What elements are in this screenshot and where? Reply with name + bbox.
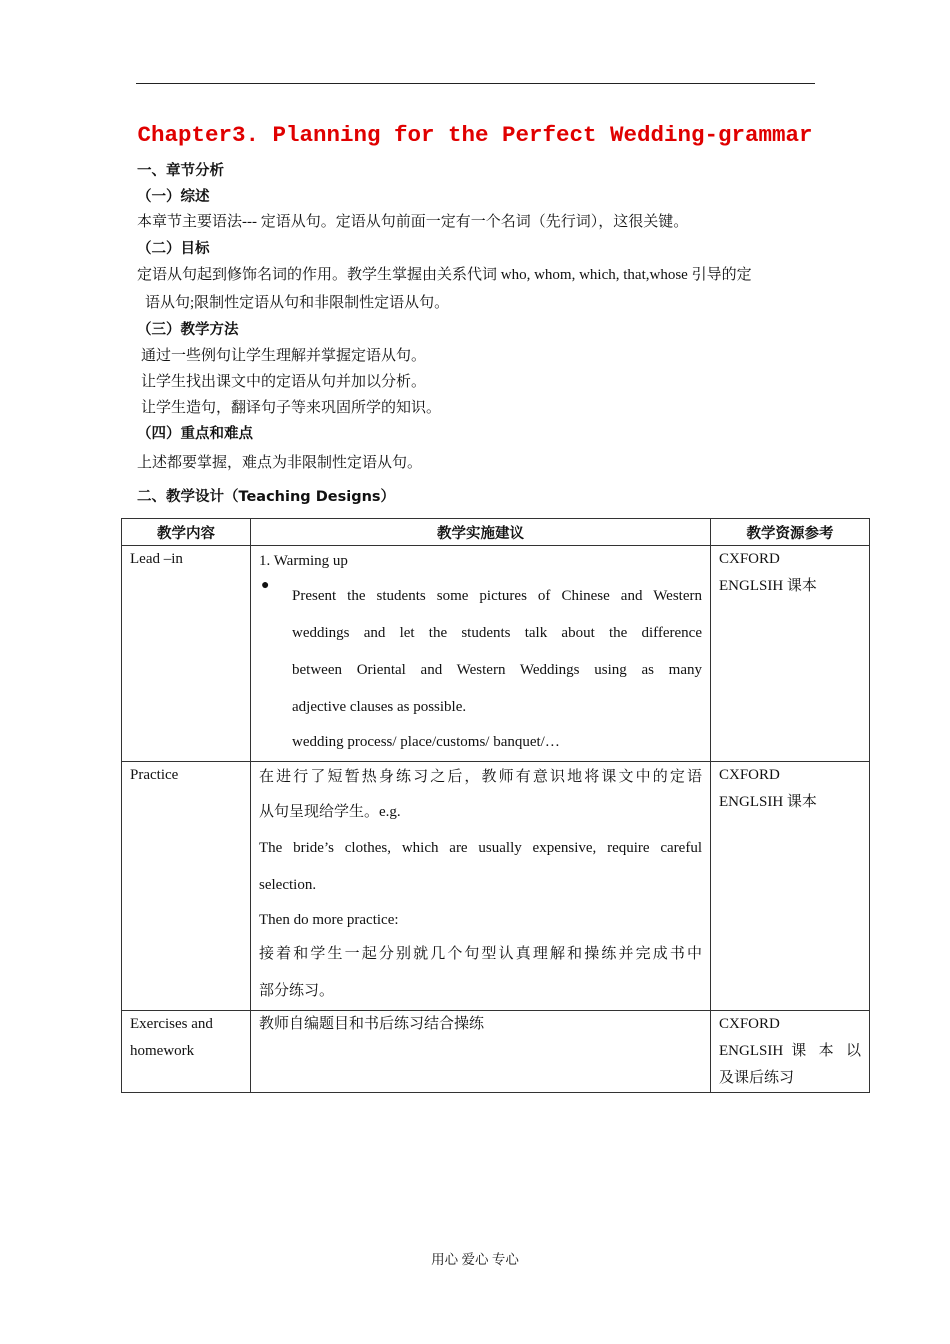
bullet-icon: ● [261,578,270,593]
table-header-row [122,519,870,546]
column-header: 教学内容 [122,519,251,546]
table-row [122,546,870,762]
bullet-line: between Oriental and Western Weddings using as many [292,662,702,678]
example-words: wedding process/ place/customs/ banquet/… [292,734,560,750]
content-cell [122,762,251,1011]
section1-heading: 一、章节分析 [137,163,224,179]
content-label: Practice [130,767,179,783]
resource-cell [711,546,870,762]
table-row [122,762,870,1011]
bullet-line: weddings and let the students talk about the difference [292,625,702,641]
methods-heading: （三）教学方法 [137,322,239,338]
overview-heading: （一）综述 [137,189,210,205]
page-footer: 用心 爱心 专心 [431,1252,519,1267]
resource-line: CXFORD [719,551,780,567]
bullet-line: adjective clauses as possible. [292,699,467,715]
section2-heading: 二、教学设计（Teaching Designs） [137,489,396,505]
suggestion-line: 从句呈现给学生。e.g. [259,804,401,820]
bullet-line: Present the students some pictures of Chinese and Western [292,588,702,604]
numbered-item: 1. Warming up [259,553,348,569]
method-item: 让学生造句，翻译句子等来巩固所学的知识。 [141,400,442,416]
teaching-design-table [121,518,870,1093]
keypoints-text: 上述都要掌握，难点为非限制性定语从句。 [137,455,423,471]
suggestion-line: 教师自编题目和书后练习结合操练 [259,1016,485,1032]
goals-heading: （二）目标 [137,241,210,257]
suggestion-line: 在进行了短暂热身练习之后，教师有意识地将课文中的定语 [259,769,702,785]
resource-cell [711,762,870,1011]
method-item: 通过一些例句让学生理解并掌握定语从句。 [141,348,427,364]
content-label: Lead –in [130,551,183,567]
column-header: 教学实施建议 [251,519,711,546]
document-title: Chapter3. Planning for the Perfect Wedding-grammar [137,122,813,148]
content-cell [122,546,251,762]
overview-text: 本章节主要语法--- 定语从句。定语从句前面一定有一个名词（先行词），这很关键。 [137,214,689,230]
resource-line: CXFORD [719,1016,780,1032]
resource-cell [711,1011,870,1093]
suggestion-cell [251,546,711,762]
header-rule [136,83,815,84]
suggestion-cell [251,1011,711,1093]
suggestion-cell [251,762,711,1011]
goals-text-line2: 语从句;限制性定语从句和非限制性定语从句。 [145,295,450,311]
keypoints-heading: （四）重点和难点 [137,426,253,442]
resource-line: ENGLSIH 课 本 以 [719,1043,861,1059]
resource-line: 及课后练习 [719,1070,795,1086]
suggestion-line: 接着和学生一起分别就几个句型认真理解和操练并完成书中 [259,946,702,962]
resource-line: CXFORD [719,767,780,783]
content-cell [122,1011,251,1093]
suggestion-line: selection. [259,877,317,893]
goals-text-line1: 定语从句起到修饰名词的作用。教学生掌握由关系代词 who, whom, which, that,whose 引导的定 [137,267,752,283]
content-label: Exercises and [130,1016,213,1032]
list-item [259,578,702,726]
column-header: 教学资源参考 [711,519,870,546]
suggestion-line: 部分练习。 [259,983,335,999]
suggestion-line: Then do more practice: [259,912,399,928]
suggestion-line: The bride’s clothes, which are usually expensive, require careful [259,840,702,856]
table-row [122,1011,870,1093]
resource-line: ENGLSIH 课本 [719,794,817,810]
method-item: 让学生找出课文中的定语从句并加以分析。 [141,374,427,390]
content-label: homework [130,1043,195,1059]
resource-line: ENGLSIH 课本 [719,578,817,594]
